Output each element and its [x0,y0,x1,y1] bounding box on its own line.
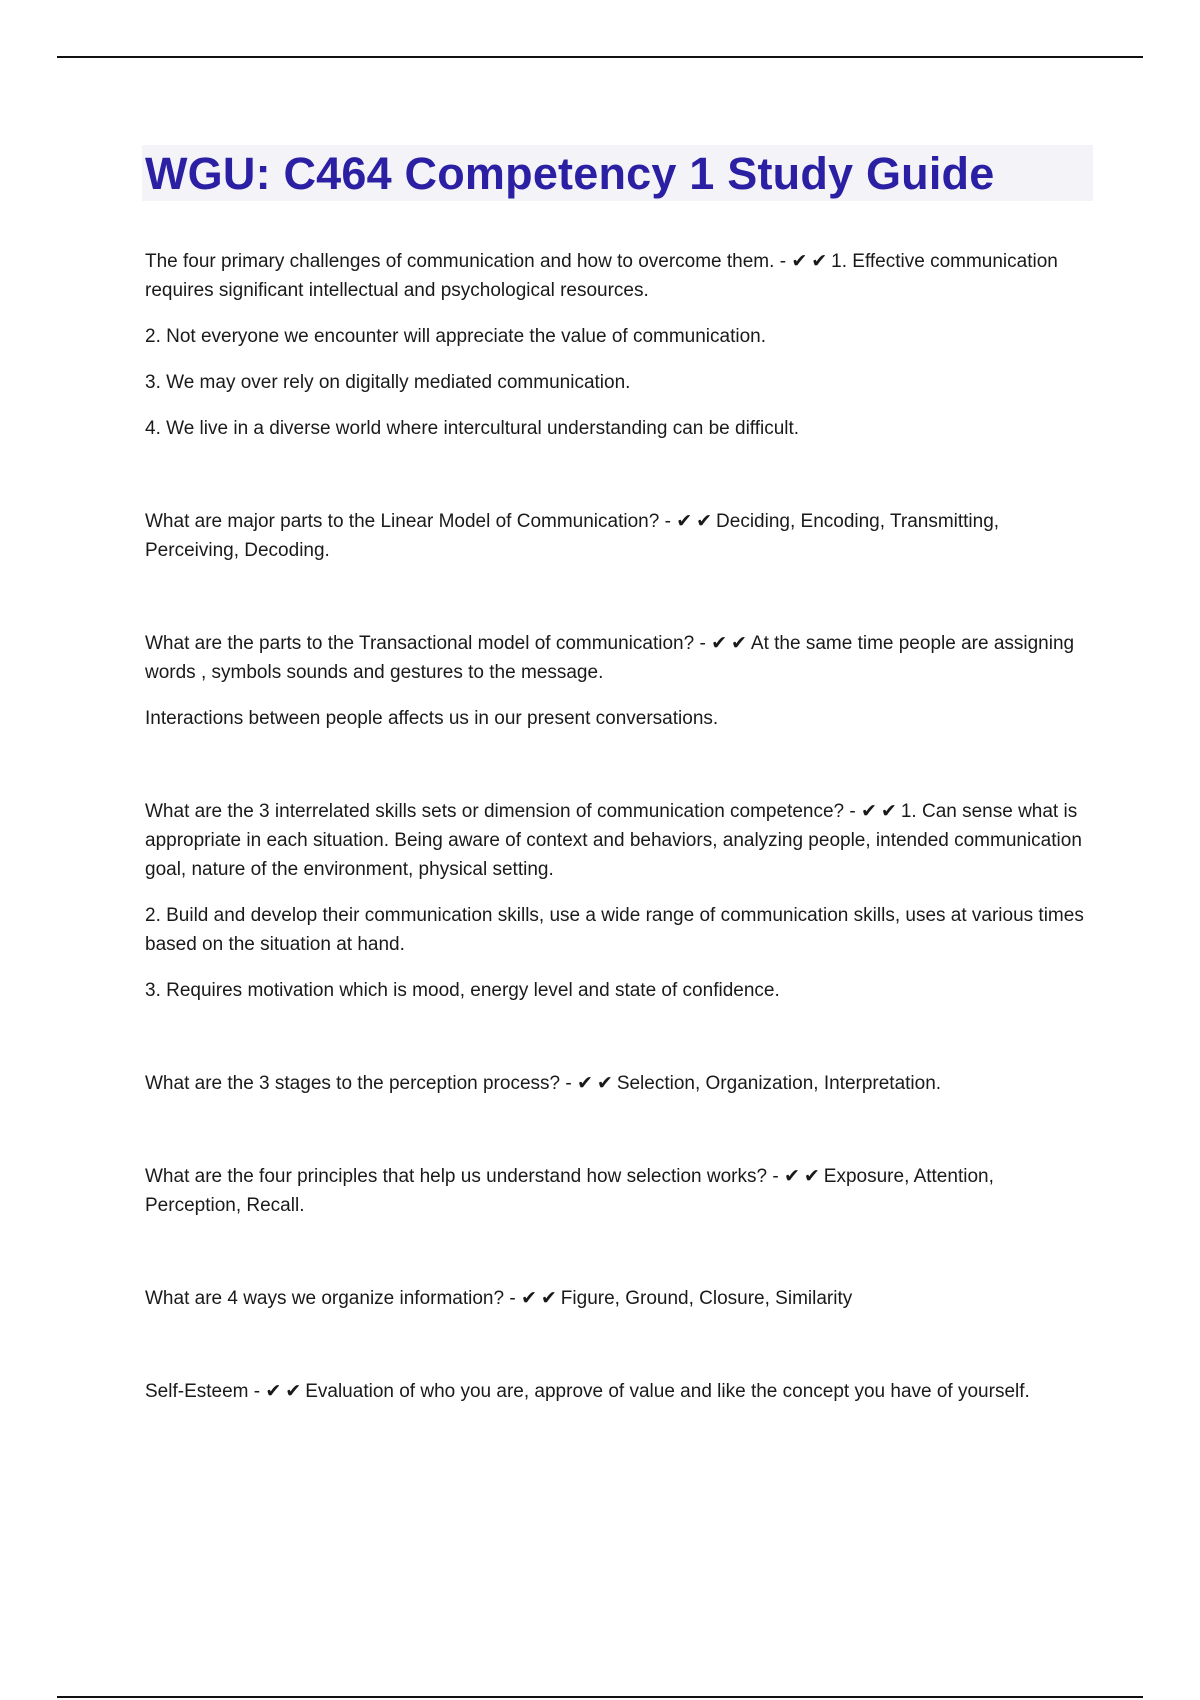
top-rule [57,56,1143,58]
answer-continuation: 4. We live in a diverse world where intercultural understanding can be difficult. [145,418,800,439]
answer-text: Exposure, Attention, Perception, Recall. [145,1166,994,1216]
document-title: WGU: C464 Competency 1 Study Guide [145,147,995,199]
double-check-icon: ✔✔ [576,1072,617,1094]
document-page [145,145,1093,1470]
qa-main-paragraph [145,1284,1093,1313]
answer-continuation: 3. Requires motivation which is mood, energy level and state of confidence. [145,980,780,1001]
answer-text: Selection, Organization, Interpretation. [616,1073,942,1094]
qa-main-paragraph [145,507,1093,565]
double-check-icon: ✔✔ [861,800,901,822]
qa-item [145,1377,1093,1406]
qa-list [145,247,1093,1406]
question-text: What are the 3 interrelated skills sets or dimension of communication competence? - [145,801,856,822]
double-check-icon: ✔✔ [676,510,717,532]
double-check-icon: ✔✔ [783,1165,824,1187]
answer-text: Figure, Ground, Closure, Similarity [560,1288,853,1309]
qa-item [145,629,1093,733]
double-check-icon: ✔✔ [265,1380,306,1402]
question-text: What are the four principles that help us understand how selection works? - [145,1166,779,1187]
qa-main-paragraph [145,629,1093,687]
double-check-icon: ✔✔ [791,250,832,272]
answer-text: Evaluation of who you are, approve of value and like the concept you have of yourself. [305,1381,1030,1402]
answer-continuation: 2. Not everyone we encounter will appreciate the value of communication. [145,326,767,347]
title-band [142,145,1093,201]
qa-item [145,1069,1093,1098]
qa-main-paragraph [145,1377,1093,1406]
question-text: What are the parts to the Transactional model of communication? - [145,633,706,654]
question-text: Self-Esteem - [145,1381,261,1402]
qa-item [145,1162,1093,1220]
double-check-icon: ✔✔ [520,1287,561,1309]
question-text: What are major parts to the Linear Model of Communication? - [145,511,671,532]
double-check-icon: ✔✔ [711,632,751,654]
qa-item [145,797,1093,1005]
qa-item [145,1284,1093,1313]
qa-item [145,247,1093,443]
answer-continuation: Interactions between people affects us in our present conversations. [145,708,719,729]
qa-main-paragraph [145,797,1093,884]
qa-main-paragraph [145,1069,1093,1098]
answer-continuation: 2. Build and develop their communication skills, use a wide range of communication skills, uses at various times based on the situation at hand. [145,905,1084,955]
qa-main-paragraph [145,1162,1093,1220]
answer-continuation: 3. We may over rely on digitally mediated communication. [145,372,631,393]
answer-text: Deciding, Encoding, Transmitting, Perceiving, Decoding. [145,511,1000,561]
bottom-rule [57,1696,1143,1698]
qa-item [145,507,1093,565]
question-text: What are the 3 stages to the perception process? - [145,1073,572,1094]
answer-text: At the same time people are assigning words , symbols sounds and gestures to the message. [145,633,1075,683]
question-text: The four primary challenges of communication and how to overcome them. - [145,251,787,272]
answer-text: 1. Effective communication requires significant intellectual and psychological resources. [145,251,1058,301]
answer-text: 1. Can sense what is appropriate in each situation. Being aware of context and behaviors, analyzing people, intended communication goal, nature of the environment, physical setting. [145,801,1082,880]
question-text: What are 4 ways we organize information? - [145,1288,516,1309]
qa-main-paragraph [145,247,1093,305]
